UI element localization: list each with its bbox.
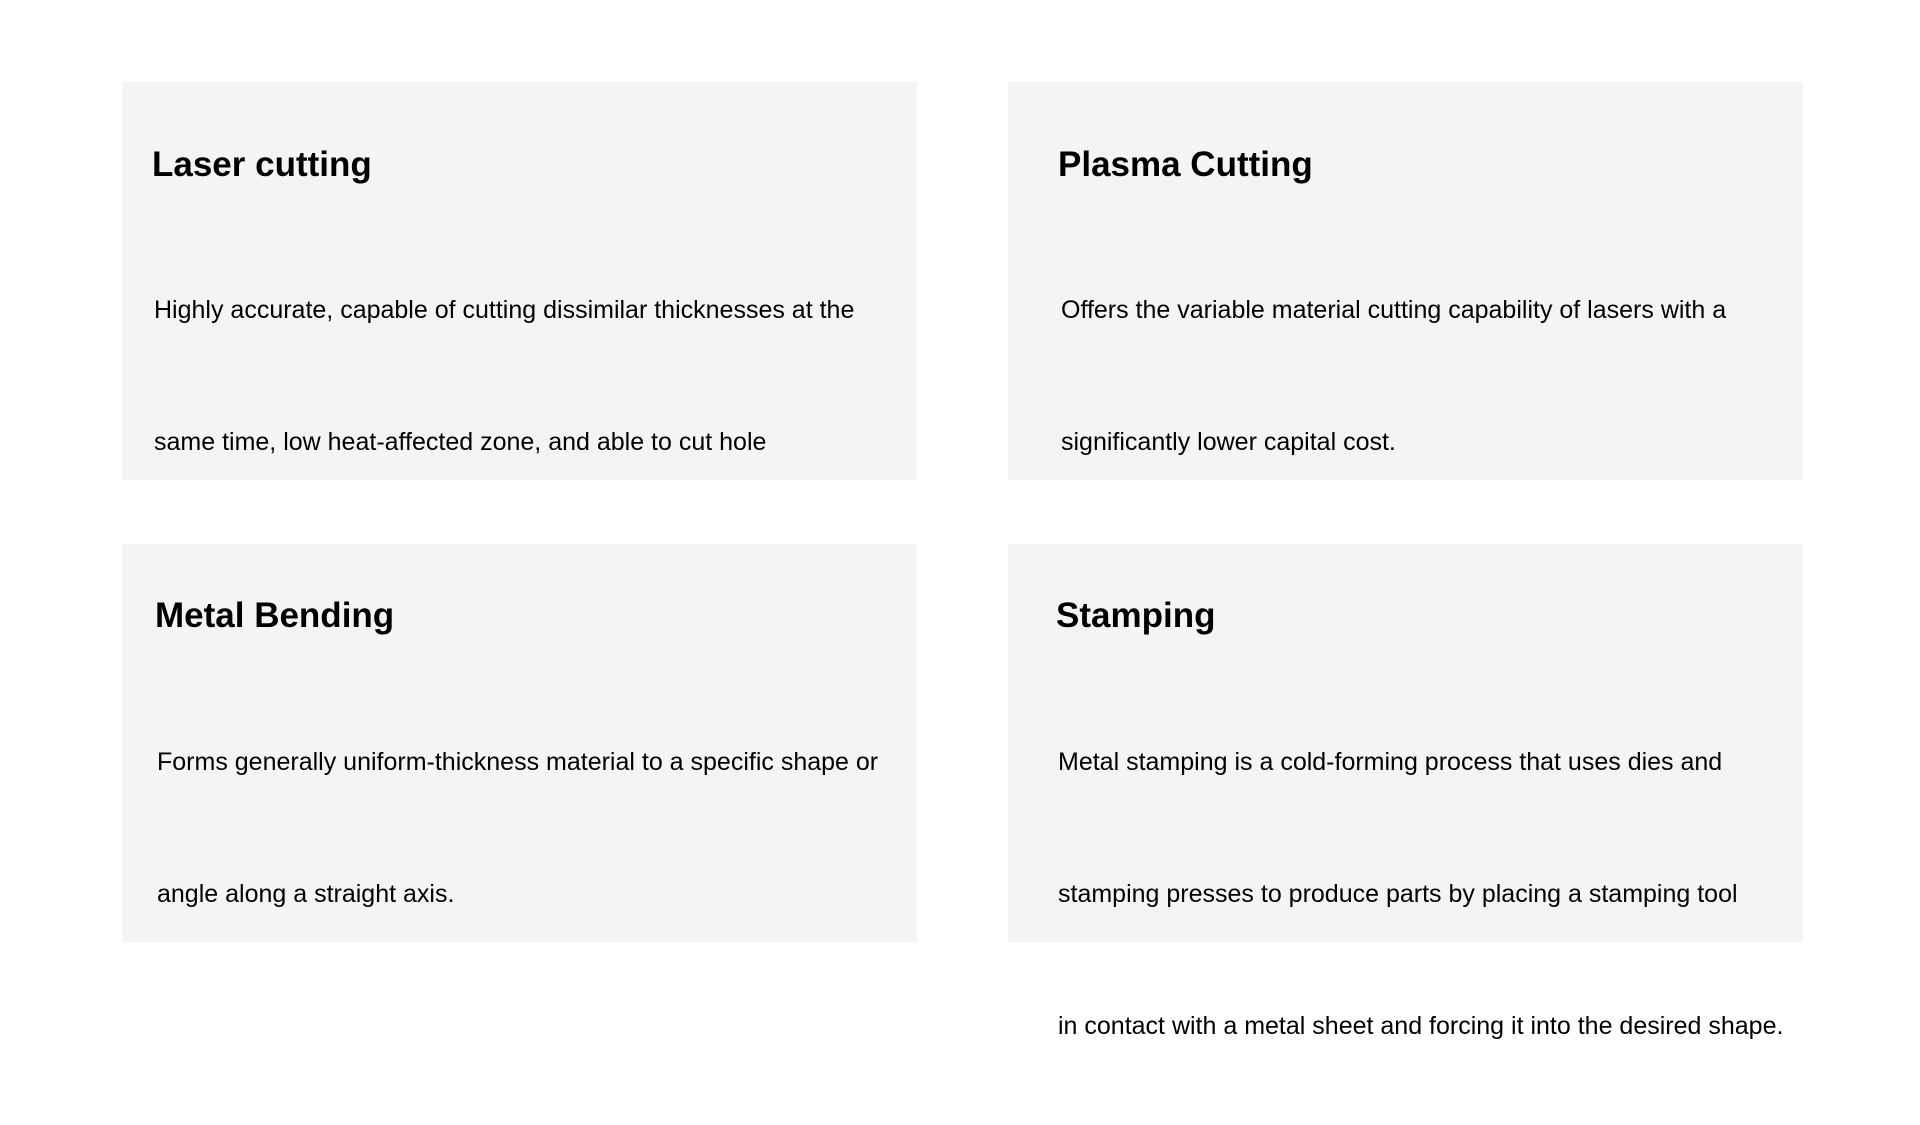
card-description <box>1061 211 1726 541</box>
description-line: in contact with a metal sheet and forcing it into the desired shape. <box>1058 1012 1784 1040</box>
description-line: Highly accurate, capable of cutting dissimilar thicknesses at the <box>154 296 855 324</box>
card-description <box>1058 663 1783 1125</box>
card-title: Laser cutting <box>152 145 372 184</box>
description-line: angle along a straight axis. <box>157 880 455 908</box>
description-line: same time, low heat-affected zone, and able to cut hole <box>154 428 767 456</box>
card-title: Metal Bending <box>155 596 395 635</box>
card-stamping <box>1008 544 1803 1040</box>
card-title: Stamping <box>1056 596 1216 635</box>
card-laser-cutting <box>122 82 917 480</box>
card-title: Plasma Cutting <box>1058 145 1313 184</box>
card-plasma-cutting <box>1008 82 1803 480</box>
description-line: Forms generally uniform-thickness material to a specific shape or <box>157 748 879 776</box>
card-metal-bending <box>122 544 917 942</box>
description-line: stamping presses to produce parts by placing a stamping tool <box>1058 880 1738 908</box>
description-line: Offers the variable material cutting capability of lasers with a <box>1061 296 1727 324</box>
description-line: Metal stamping is a cold-forming process that uses dies and <box>1058 748 1723 776</box>
description-line: significantly lower capital cost. <box>1061 428 1396 456</box>
card-description <box>157 663 878 993</box>
